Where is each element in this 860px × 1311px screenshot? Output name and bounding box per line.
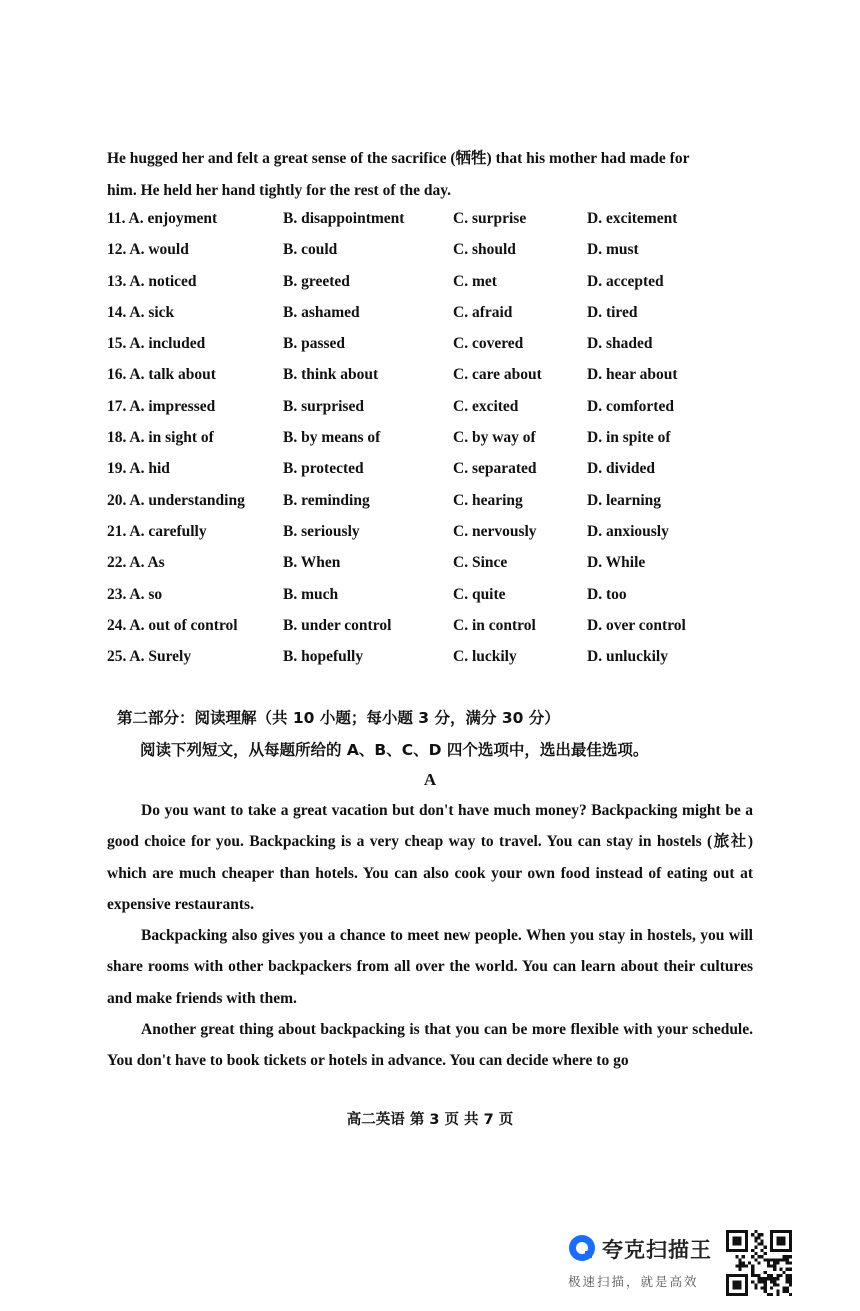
passage-paragraph: Another great thing about backpacking is that you can be more flexible with your schedule. You don't have to book tickets or hotels in advance. You can decide where to go xyxy=(107,1021,753,1070)
question-option-b: B. think about xyxy=(283,366,379,384)
question-option-c: C. covered xyxy=(453,335,524,353)
question-option-c: C. surprise xyxy=(453,210,527,227)
watermark-slogan: 极速扫描，就是高效 xyxy=(568,1274,699,1289)
question-option-b: B. reminding xyxy=(283,491,370,509)
question-row xyxy=(107,422,747,453)
page-footer: 高二英语 第 3 页 共 7 页 xyxy=(346,1112,514,1128)
question-option-a: 24. A. out of control xyxy=(107,616,238,634)
question-option-d: D. must xyxy=(587,241,639,259)
section-instruction: 阅读下列短文，从每题所给的 A、B、C、D 四个选项中，选出最佳选项。 xyxy=(140,741,649,759)
question-row xyxy=(107,266,747,297)
question-option-d: D. over control xyxy=(587,616,686,634)
question-option-a: 14. A. sick xyxy=(107,303,175,321)
question-row xyxy=(107,516,747,547)
question-option-c: C. nervously xyxy=(453,522,537,540)
question-option-b: B. hopefully xyxy=(283,648,364,666)
question-option-a: 25. A. Surely xyxy=(107,648,192,666)
question-option-a: 16. A. talk about xyxy=(107,366,216,384)
question-option-a: 17. A. impressed xyxy=(107,397,216,415)
question-option-a: 23. A. so xyxy=(107,585,163,603)
question-option-b: B. passed xyxy=(283,335,346,353)
question-option-a: 19. A. hid xyxy=(107,460,170,478)
answer-options-list xyxy=(107,203,747,672)
question-option-a: 13. A. noticed xyxy=(107,272,197,290)
question-option-a: 20. A. understanding xyxy=(107,491,245,509)
question-option-d: D. excitement xyxy=(587,210,678,227)
question-option-d: D. anxiously xyxy=(587,522,669,540)
question-option-a: 18. A. in sight of xyxy=(107,429,214,447)
question-row xyxy=(107,203,747,234)
question-option-c: C. hearing xyxy=(453,491,523,509)
question-option-d: D. hear about xyxy=(587,366,678,384)
question-option-b: B. much xyxy=(283,585,339,603)
question-option-c: C. afraid xyxy=(453,303,513,321)
question-option-d: D. While xyxy=(587,554,646,572)
question-option-a: 15. A. included xyxy=(107,335,206,353)
watermark-brand: 夸克扫描王 xyxy=(602,1238,712,1262)
question-option-c: C. separated xyxy=(453,460,537,478)
question-option-b: B. When xyxy=(283,554,341,572)
question-option-d: D. too xyxy=(587,585,627,603)
question-row xyxy=(107,297,747,328)
question-option-a: 12. A. would xyxy=(107,241,189,259)
question-option-b: B. disappointment xyxy=(283,210,405,227)
question-option-d: D. shaded xyxy=(587,335,653,353)
question-row xyxy=(107,453,747,484)
question-option-d: D. learning xyxy=(587,491,662,509)
question-option-d: D. comforted xyxy=(587,397,674,415)
question-option-b: B. ashamed xyxy=(283,303,360,321)
qr-code-icon xyxy=(726,1230,792,1296)
question-row xyxy=(107,359,747,390)
question-option-c: C. should xyxy=(453,241,516,259)
passage-ending xyxy=(107,143,757,207)
passage-ending-line: him. He held her hand tightly for the rest of the day. xyxy=(107,182,452,199)
question-option-c: C. care about xyxy=(453,366,542,384)
question-option-a: 22. A. As xyxy=(107,554,165,572)
passage-label: A xyxy=(423,770,437,789)
question-option-c: C. met xyxy=(453,272,497,290)
question-row xyxy=(107,641,747,672)
question-option-c: C. in control xyxy=(453,616,536,634)
question-row xyxy=(107,547,747,578)
question-option-b: B. surprised xyxy=(283,397,364,415)
question-option-d: D. divided xyxy=(587,460,656,478)
question-row xyxy=(107,328,747,359)
section-heading: 第二部分：阅读理解（共 10 小题；每小题 3 分，满分 30 分） xyxy=(117,709,560,727)
reading-passage xyxy=(107,795,753,1077)
question-row xyxy=(107,391,747,422)
passage-paragraph: Do you want to take a great vacation but don't have much money? Backpacking might be a good choice for you. Backpacking is a very cheap way to travel. You can stay in hostels (旅社) which are much cheaper than hotels. You can also cook your own food instead of eating out at expensive restaurants. xyxy=(107,802,753,913)
question-row xyxy=(107,579,747,610)
question-option-d: D. unluckily xyxy=(587,648,668,666)
question-option-d: D. tired xyxy=(587,303,638,321)
question-option-b: B. could xyxy=(283,241,338,259)
question-option-c: C. quite xyxy=(453,585,506,603)
question-option-c: C. luckily xyxy=(453,648,517,666)
question-row xyxy=(107,234,747,265)
question-option-b: B. under control xyxy=(283,616,392,634)
question-row xyxy=(107,485,747,516)
question-option-b: B. greeted xyxy=(283,272,350,290)
passage-ending-line: He hugged her and felt a great sense of the sacrifice (牺牲) that his mother had made for xyxy=(107,150,690,167)
question-option-d: D. in spite of xyxy=(587,429,671,447)
question-option-b: B. by means of xyxy=(283,429,381,447)
question-option-a: 21. A. carefully xyxy=(107,522,207,540)
question-option-c: C. by way of xyxy=(453,429,536,447)
question-option-c: C. excited xyxy=(453,397,519,415)
quark-logo-icon xyxy=(568,1234,596,1262)
passage-paragraph: Backpacking also gives you a chance to meet new people. When you stay in hostels, you will share rooms with other backpackers from all over the world. You can learn about their cultures and make friends with them. xyxy=(107,927,753,1007)
question-option-a: 11. A. enjoyment xyxy=(107,210,218,227)
question-option-d: D. accepted xyxy=(587,272,664,290)
scanner-watermark xyxy=(566,1232,726,1292)
question-option-b: B. protected xyxy=(283,460,364,478)
question-option-c: C. Since xyxy=(453,554,508,572)
question-option-b: B. seriously xyxy=(283,522,360,540)
question-row xyxy=(107,610,747,641)
